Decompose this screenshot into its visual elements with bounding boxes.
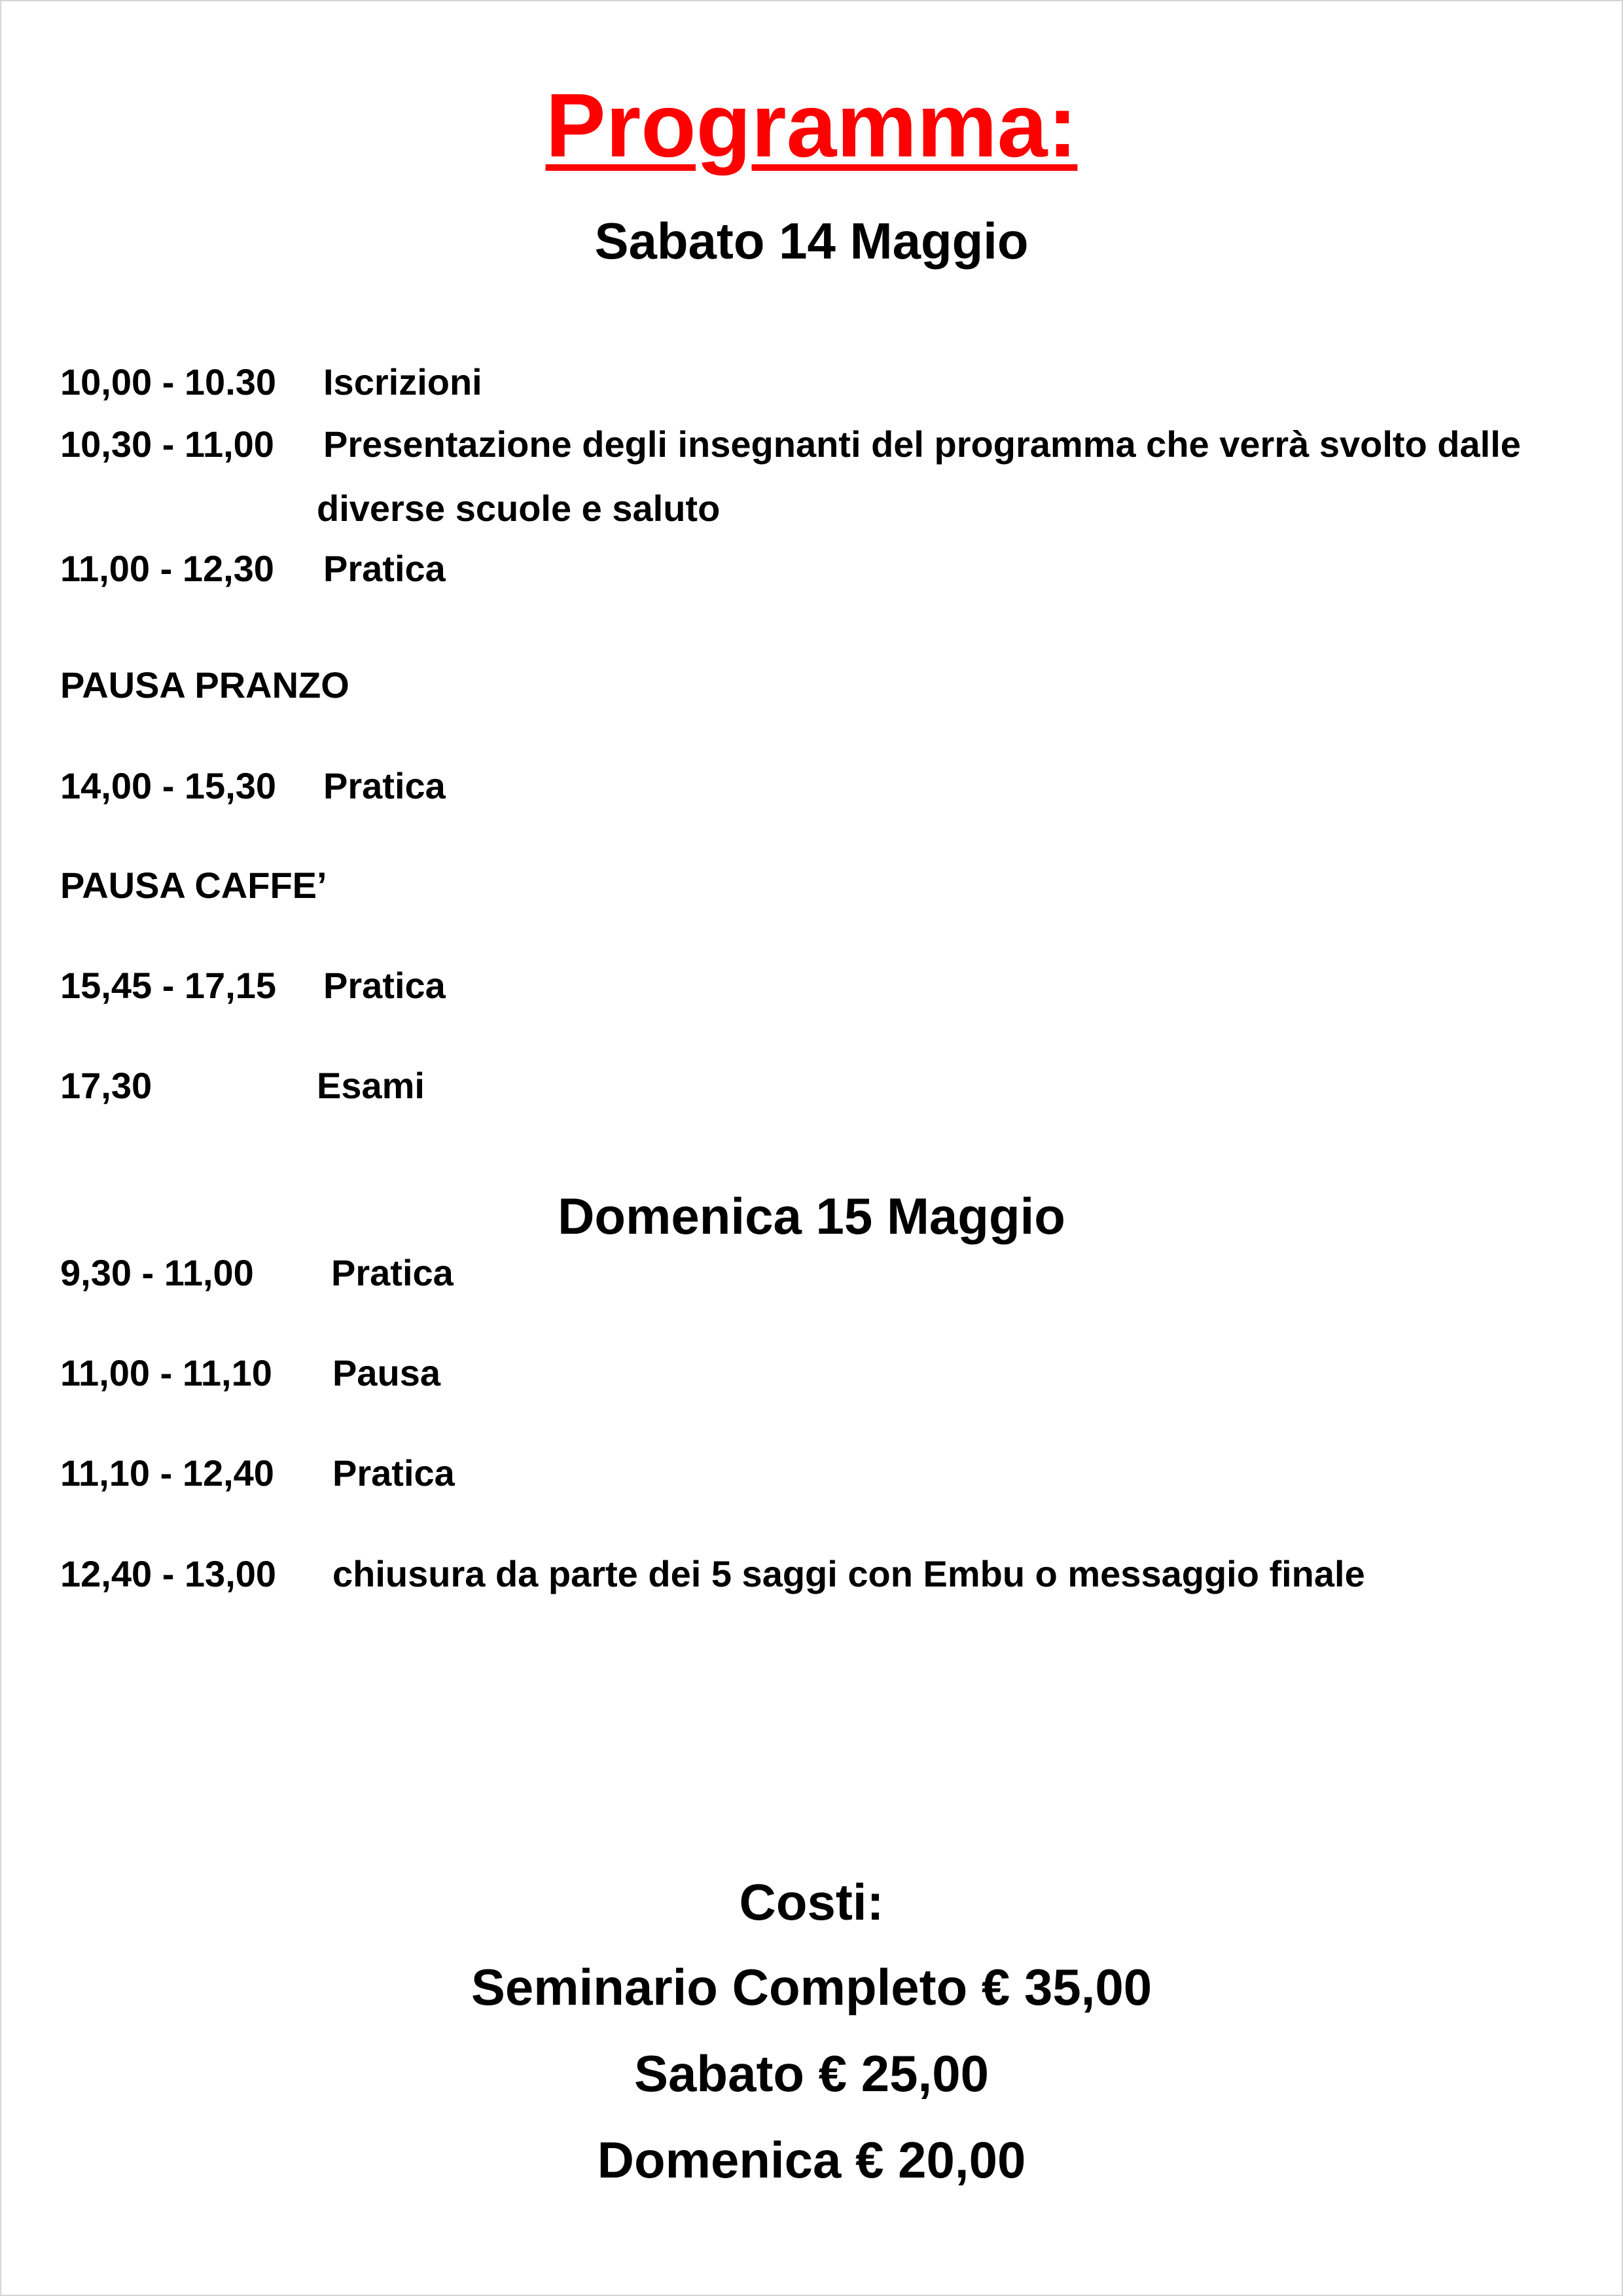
schedule-time: 10,30 - 11,00 (60, 423, 274, 465)
page-title: Programma: (545, 75, 1078, 176)
schedule-activity: Pratica (332, 1452, 455, 1494)
schedule-time: 12,40 - 13,00 (60, 1553, 277, 1594)
cost-full-seminar: Seminario Completo € 35,00 (471, 1958, 1152, 2016)
schedule-activity: Pratica (331, 1252, 454, 1293)
cost-saturday: Sabato € 25,00 (634, 2045, 989, 2102)
schedule-time: 11,00 - 11,10 (60, 1352, 272, 1393)
saturday-heading: Sabato 14 Maggio (594, 212, 1029, 270)
sunday-heading: Domenica 15 Maggio (558, 1187, 1065, 1245)
schedule-activity: Pausa (332, 1352, 440, 1393)
schedule-activity: Pratica (323, 548, 446, 589)
costs-heading: Costi: (739, 1873, 884, 1931)
schedule-activity: Pratica (323, 765, 446, 806)
schedule-time: 10,00 - 10.30 (60, 361, 277, 403)
cost-sunday: Domenica € 20,00 (597, 2131, 1026, 2189)
schedule-activity: Iscrizioni (323, 361, 482, 403)
schedule-time: 9,30 - 11,00 (60, 1252, 254, 1293)
schedule-activity-continuation: diverse scuole e saluto (317, 488, 721, 529)
pause-coffee-label: PAUSA CAFFE’ (60, 865, 327, 906)
schedule-activity: Pratica (323, 965, 446, 1006)
schedule-time: 17,30 (60, 1065, 152, 1106)
schedule-activity: Presentazione degli insegnanti del programma che verrà svolto dalle (323, 423, 1521, 465)
schedule-time: 11,10 - 12,40 (60, 1452, 274, 1494)
schedule-time: 11,00 - 12,30 (60, 548, 274, 589)
pause-lunch-label: PAUSA PRANZO (60, 664, 349, 706)
schedule-time: 14,00 - 15,30 (60, 765, 277, 806)
schedule-time: 15,45 - 17,15 (60, 965, 277, 1006)
schedule-activity: chiusura da parte dei 5 saggi con Embu o messaggio finale (332, 1553, 1365, 1594)
schedule-activity: Esami (317, 1065, 425, 1106)
